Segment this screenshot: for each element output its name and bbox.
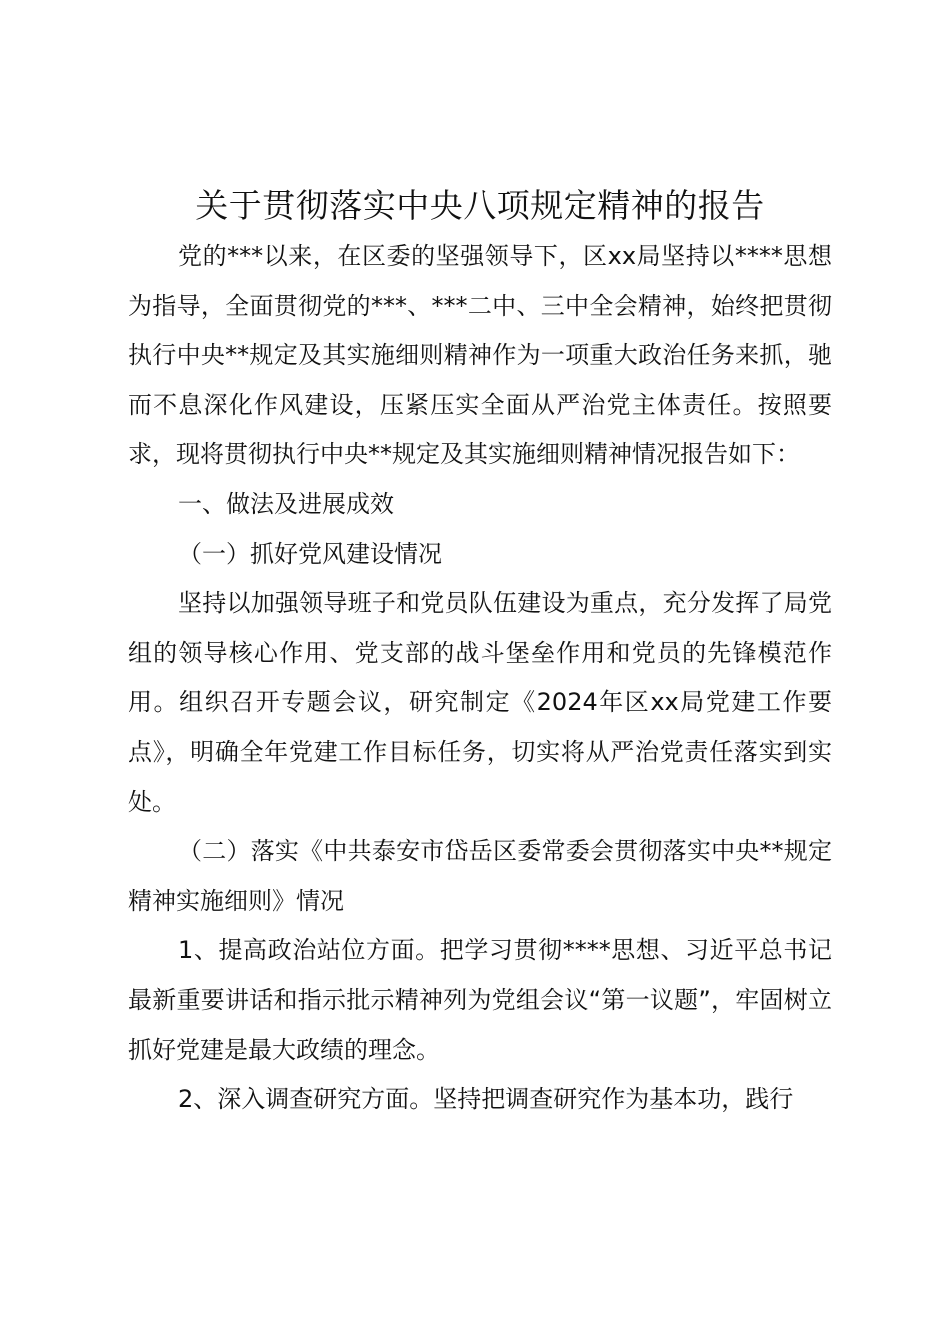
body-paragraph-political-standing: 1、提高政治站位方面。把学习贯彻****思想、习近平总书记最新重要讲话和指示批示精神列为党组会议“第一议题”，牢固树立抓好党建是最大政绩的理念。 [128,936,832,1064]
subsection-heading-1: （一）抓好党风建设情况 [178,539,442,568]
document-title: 关于贯彻落实中央八项规定精神的报告 [195,186,765,225]
subsection-heading-2: （二）落实《中共泰安市岱岳区委常委会贯彻落实中央**规定精神实施细则》情况 [128,837,832,915]
document-body [128,232,832,1125]
section-heading-1: 一、做法及进展成效 [178,489,394,518]
body-paragraph-investigation: 2、深入调查研究方面。坚持把调查研究作为基本功，践行 [178,1085,794,1114]
intro-paragraph: 党的***以来，在区委的坚强领导下，区xx局坚持以****思想为指导，全面贯彻党的***、***二中、三中全会精神，始终把贯彻执行中央**规定及其实施细则精神作为一项重大政治任务来抓，驰而不息深化作风建设，压紧压实全面从严治党主体责任。按照要求，现将贯彻执行中央**规定及其实施细则精神情况报告如下： [128,242,832,469]
body-paragraph-party-style: 坚持以加强领导班子和党员队伍建设为重点，充分发挥了局党组的领导核心作用、党支部的战斗堡垒作用和党员的先锋模范作用。组织召开专题会议，研究制定《2024年区xx局党建工作要点》，明确全年党建工作目标任务，切实将从严治党责任落实到实处。 [128,589,832,816]
